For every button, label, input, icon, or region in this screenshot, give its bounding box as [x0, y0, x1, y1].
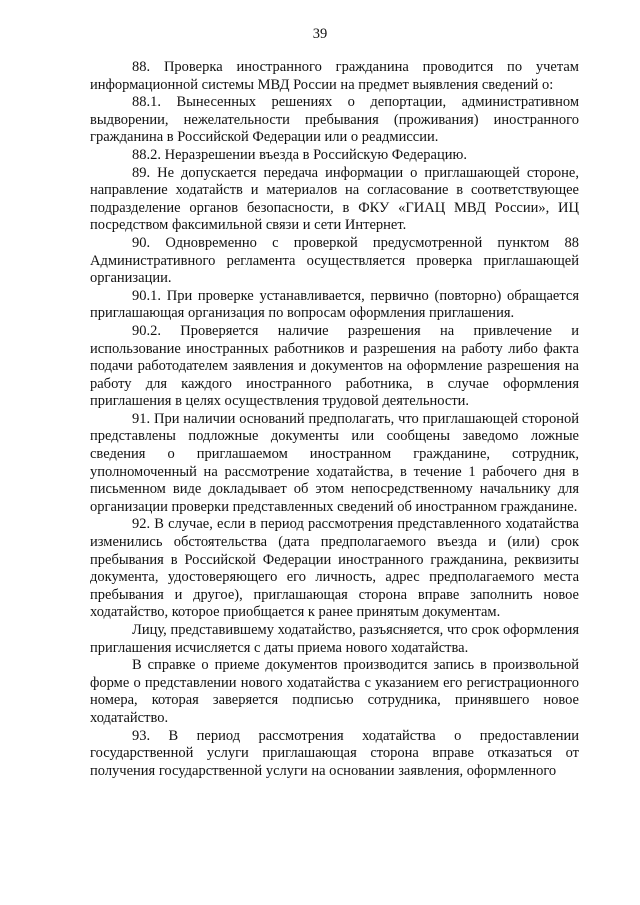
- paragraph-90: 90. Одновременно с проверкой предусмотренной пунктом 88 Административного регламента осуществляется проверка приглашающей организации.: [90, 234, 579, 287]
- paragraph-88-1: 88.1. Вынесенных решениях о депортации, административном выдворении, нежелательности пребывания (проживания) иностранного гражданина в Российской Федерации или о реадмиссии.: [90, 94, 579, 146]
- paragraph-90-2: 90.2. Проверяется наличие разрешения на привлечение и использование иностранных работников и разрешения на работу либо факта подачи работодателем заявления и документов на оформление разрешения на работу для каждого иностранного работника, в случае оформления приглашения в целях осуществления трудовой деятельности.: [90, 322, 579, 410]
- paragraph-93: 93. В период рассмотрения ходатайства о предоставлении государственной услуги приглашающая сторона вправе отказаться от получения государственной услуги на основании заявления, оформленного: [90, 727, 579, 779]
- paragraph-90-1: 90.1. При проверке устанавливается, первично (повторно) обращается приглашающая организация по вопросам оформления приглашения.: [90, 287, 579, 322]
- paragraph-91: 91. При наличии оснований предполагать, что приглашающей стороной представлены подложные документы или сообщены заведомо ложные сведения о приглашаемом иностранном гражданине, сотрудник, уполномоченный на рассмотрение ходатайства, в течение 1 рабочего дня в письменном виде докладывает об этом непосредственному начальнику для организации проверки представленных сведений об иностранном гражданине.: [90, 410, 579, 515]
- paragraph-88: 88. Проверка иностранного гражданина проводится по учетам информационной системы МВД России на предмет выявления сведений о:: [90, 59, 579, 93]
- paragraph-92-receipt: В справке о приеме документов производится запись в произвольной форме о представлении нового ходатайства с указанием его регистрационного номера, которая заверяется подписью сотрудника, принявшего новое ходатайство.: [90, 657, 579, 726]
- paragraph-92: 92. В случае, если в период рассмотрения представленного ходатайства изменились обстоятельства (дата предполагаемого въезда и (или) срок пребывания в Российской Федерации иностранного гражданина, реквизиты документа, удостоверяющего его личность, адрес предполагаемого места пребывания и другое), приглашающая сторона вправе заполнить новое ходатайство, которое приобщается к ранее принятым документам.: [90, 516, 579, 621]
- document-body: [90, 59, 579, 780]
- paragraph-89: 89. Не допускается передача информации о приглашающей стороне, направление ходатайств и материалов на согласование в соответствующее подразделение органов безопасности, в ФКУ «ГИАЦ МВД России», ИЦ посредством факсимильной связи и сети Интернет.: [90, 164, 579, 234]
- paragraph-88-2: 88.2. Неразрешении въезда в Российскую Федерацию.: [132, 146, 467, 163]
- page-number: 39: [312, 26, 328, 42]
- paragraph-92-note: Лицу, представившему ходатайство, разъясняется, что срок оформления приглашения исчисляется с даты приема нового ходатайства.: [90, 622, 579, 656]
